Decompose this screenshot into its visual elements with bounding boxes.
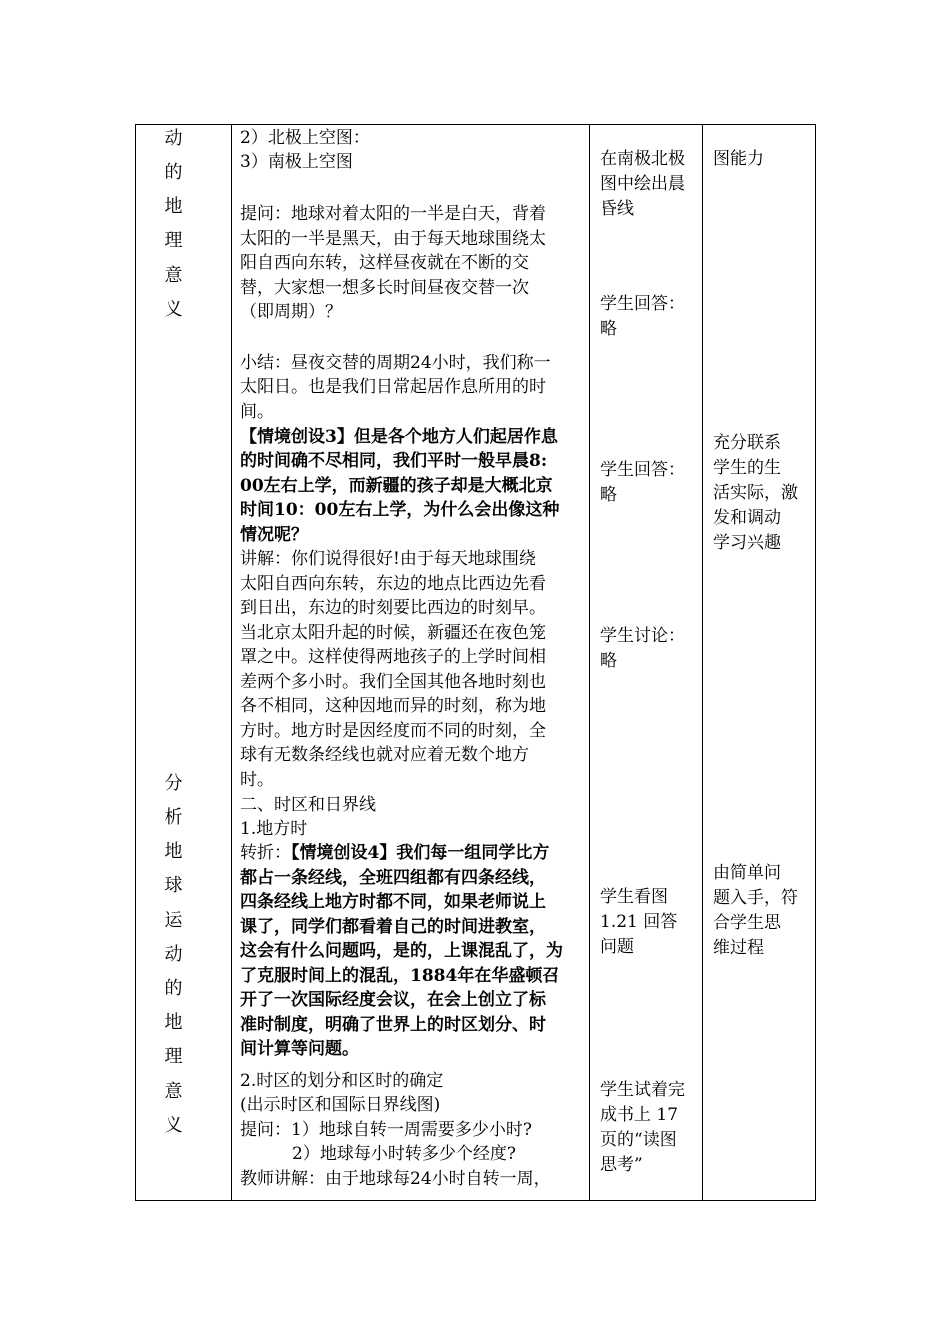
content-line: 阳自西向东转，这样昼夜就在不断的交: [240, 253, 529, 273]
content-line: 开了一次国际经度会议，在会上创立了标: [240, 990, 546, 1010]
topic-char: 球: [164, 875, 183, 896]
activity-line: 思考”: [600, 1155, 643, 1175]
topic-char: 意: [164, 1081, 183, 1102]
content-line: 提问：地球对着太阳的一半是白天，背着: [240, 204, 546, 224]
content-line: 太阳日。也是我们日常起居作息所用的时: [240, 377, 546, 397]
topic-char: 动: [164, 128, 183, 149]
activity-line: 学生回答：: [600, 294, 685, 314]
topic-char: 分: [164, 773, 183, 794]
activity-line: 昏线: [600, 199, 634, 219]
activity-line: 略: [600, 651, 617, 671]
student-activity-column: [590, 125, 702, 1200]
content-line: 罩之中。这样使得两地孩子的上学时间相: [240, 647, 546, 667]
intent-line: 学生的生: [713, 458, 781, 478]
topic-char: 理: [164, 230, 183, 251]
content-line: 了克服时间上的混乱，1884年在华盛顿召: [240, 966, 560, 986]
content-line: 各不相同，这种因地而异的时刻，称为地: [240, 696, 546, 716]
topic-char: 地: [164, 196, 183, 217]
activity-line: 问题: [600, 937, 634, 957]
intent-line: 学习兴趣: [713, 533, 781, 553]
intent-line: 题入手，符: [713, 888, 798, 908]
content-line: 球有无数条经线也就对应着无数个地方: [240, 745, 529, 765]
content-line: 的时间确不尽相同，我们平时一般早晨8:: [240, 451, 548, 471]
content-line: 时间10：00左右上学，为什么会出像这种: [240, 500, 560, 520]
intent-line: 合学生思: [713, 913, 781, 933]
content-line: 小结：昼夜交替的周期24小时，我们称一: [240, 353, 551, 373]
content-line: 方时。地方时是因经度而不同的时刻，全: [240, 721, 546, 741]
content-line: 太阳自西向东转，东边的地点比西边先看: [240, 574, 546, 594]
topic-char: 义: [164, 1115, 183, 1136]
content-line: 间计算等问题。: [240, 1039, 359, 1059]
content-line: 【情境创设3】但是各个地方人们起居作息: [240, 427, 558, 447]
activity-line: 略: [600, 485, 617, 505]
content-line: 2）北极上空图：: [240, 128, 370, 148]
topic-char: 理: [164, 1046, 183, 1067]
content-line: 课了，同学们都看着自己的时间进教室，: [240, 917, 546, 937]
transition-label: 转折：: [240, 843, 291, 863]
content-line: 替，大家想一想多长时间昼夜交替一次: [240, 278, 529, 298]
design-intent-column: [703, 125, 815, 1200]
content-line: 二、时区和日界线: [240, 795, 376, 815]
scenario-4-heading: 【情境创设4】我们每一组同学比方: [291, 843, 550, 863]
content-line: (出示时区和国际日界线图): [240, 1095, 441, 1115]
lesson-plan-table: [135, 124, 816, 1201]
activity-line: 学生试着完: [600, 1080, 685, 1100]
topic-char: 动: [164, 944, 183, 965]
content-line: 情况呢？: [240, 525, 308, 545]
content-line: [240, 843, 549, 864]
content-line: 讲解：你们说得很好!由于每天地球围绕: [240, 549, 536, 569]
content-line: 都占一条经线，全班四组都有四条经线，: [240, 868, 546, 888]
content-line: 2）地球每小时转多少个经度?: [292, 1144, 516, 1164]
topic-char: 意: [164, 265, 183, 286]
topic-char: 的: [164, 162, 183, 183]
content-line: 时。: [240, 770, 274, 790]
topic-char: 的: [164, 978, 183, 999]
intent-line: 图能力: [713, 149, 764, 169]
topic-char: 运: [164, 910, 183, 931]
activity-line: 1.21 回答: [600, 912, 678, 932]
content-line: （即周期）？: [240, 302, 342, 322]
activity-line: 成书上 17: [600, 1105, 679, 1125]
content-line: 1.地方时: [240, 819, 308, 839]
content-line: 3）南极上空图: [240, 152, 353, 172]
content-line: 差两个多小时。我们全国其他各地时刻也: [240, 672, 546, 692]
activity-line: 学生讨论：: [600, 626, 685, 646]
content-line: 这会有什么问题吗，是的，上课混乱了，为: [240, 941, 563, 961]
content-line: 太阳的一半是黑天，由于每天地球围绕太: [240, 229, 546, 249]
topic-char: 地: [164, 841, 183, 862]
topic-column: [136, 125, 231, 1200]
content-line: 提问：1）地球自转一周需要多少小时?: [240, 1120, 532, 1140]
intent-line: 活实际，激: [713, 483, 798, 503]
content-line: 到日出，东边的时刻要比西边的时刻早。: [240, 598, 546, 618]
topic-char: 地: [164, 1012, 183, 1033]
content-line: 00左右上学，而新疆的孩子却是大概北京: [240, 476, 553, 496]
content-line: 准时制度，明确了世界上的时区划分、时: [240, 1015, 546, 1035]
content-line: 2.时区的划分和区时的确定: [240, 1071, 444, 1091]
activity-line: 页的“读图: [600, 1130, 677, 1150]
content-line: 当北京太阳升起的时候，新疆还在夜色笼: [240, 623, 546, 643]
topic-char: 析: [164, 807, 183, 828]
activity-line: 学生看图: [600, 887, 668, 907]
intent-line: 发和调动: [713, 508, 781, 528]
content-line: 四条经线上地方时都不同，如果老师说上: [240, 892, 546, 912]
intent-line: 由简单问: [713, 863, 781, 883]
activity-line: 学生回答：: [600, 460, 685, 480]
activity-line: 略: [600, 319, 617, 339]
intent-line: 维过程: [713, 938, 764, 958]
intent-line: 充分联系: [713, 433, 781, 453]
topic-char: 义: [164, 299, 183, 320]
content-line: 间。: [240, 402, 274, 422]
activity-line: 图中绘出晨: [600, 174, 685, 194]
activity-line: 在南极北极: [600, 149, 685, 169]
teaching-content-column: [232, 125, 589, 1200]
content-line: 教师讲解：由于地球每24小时自转一周，: [240, 1169, 551, 1189]
